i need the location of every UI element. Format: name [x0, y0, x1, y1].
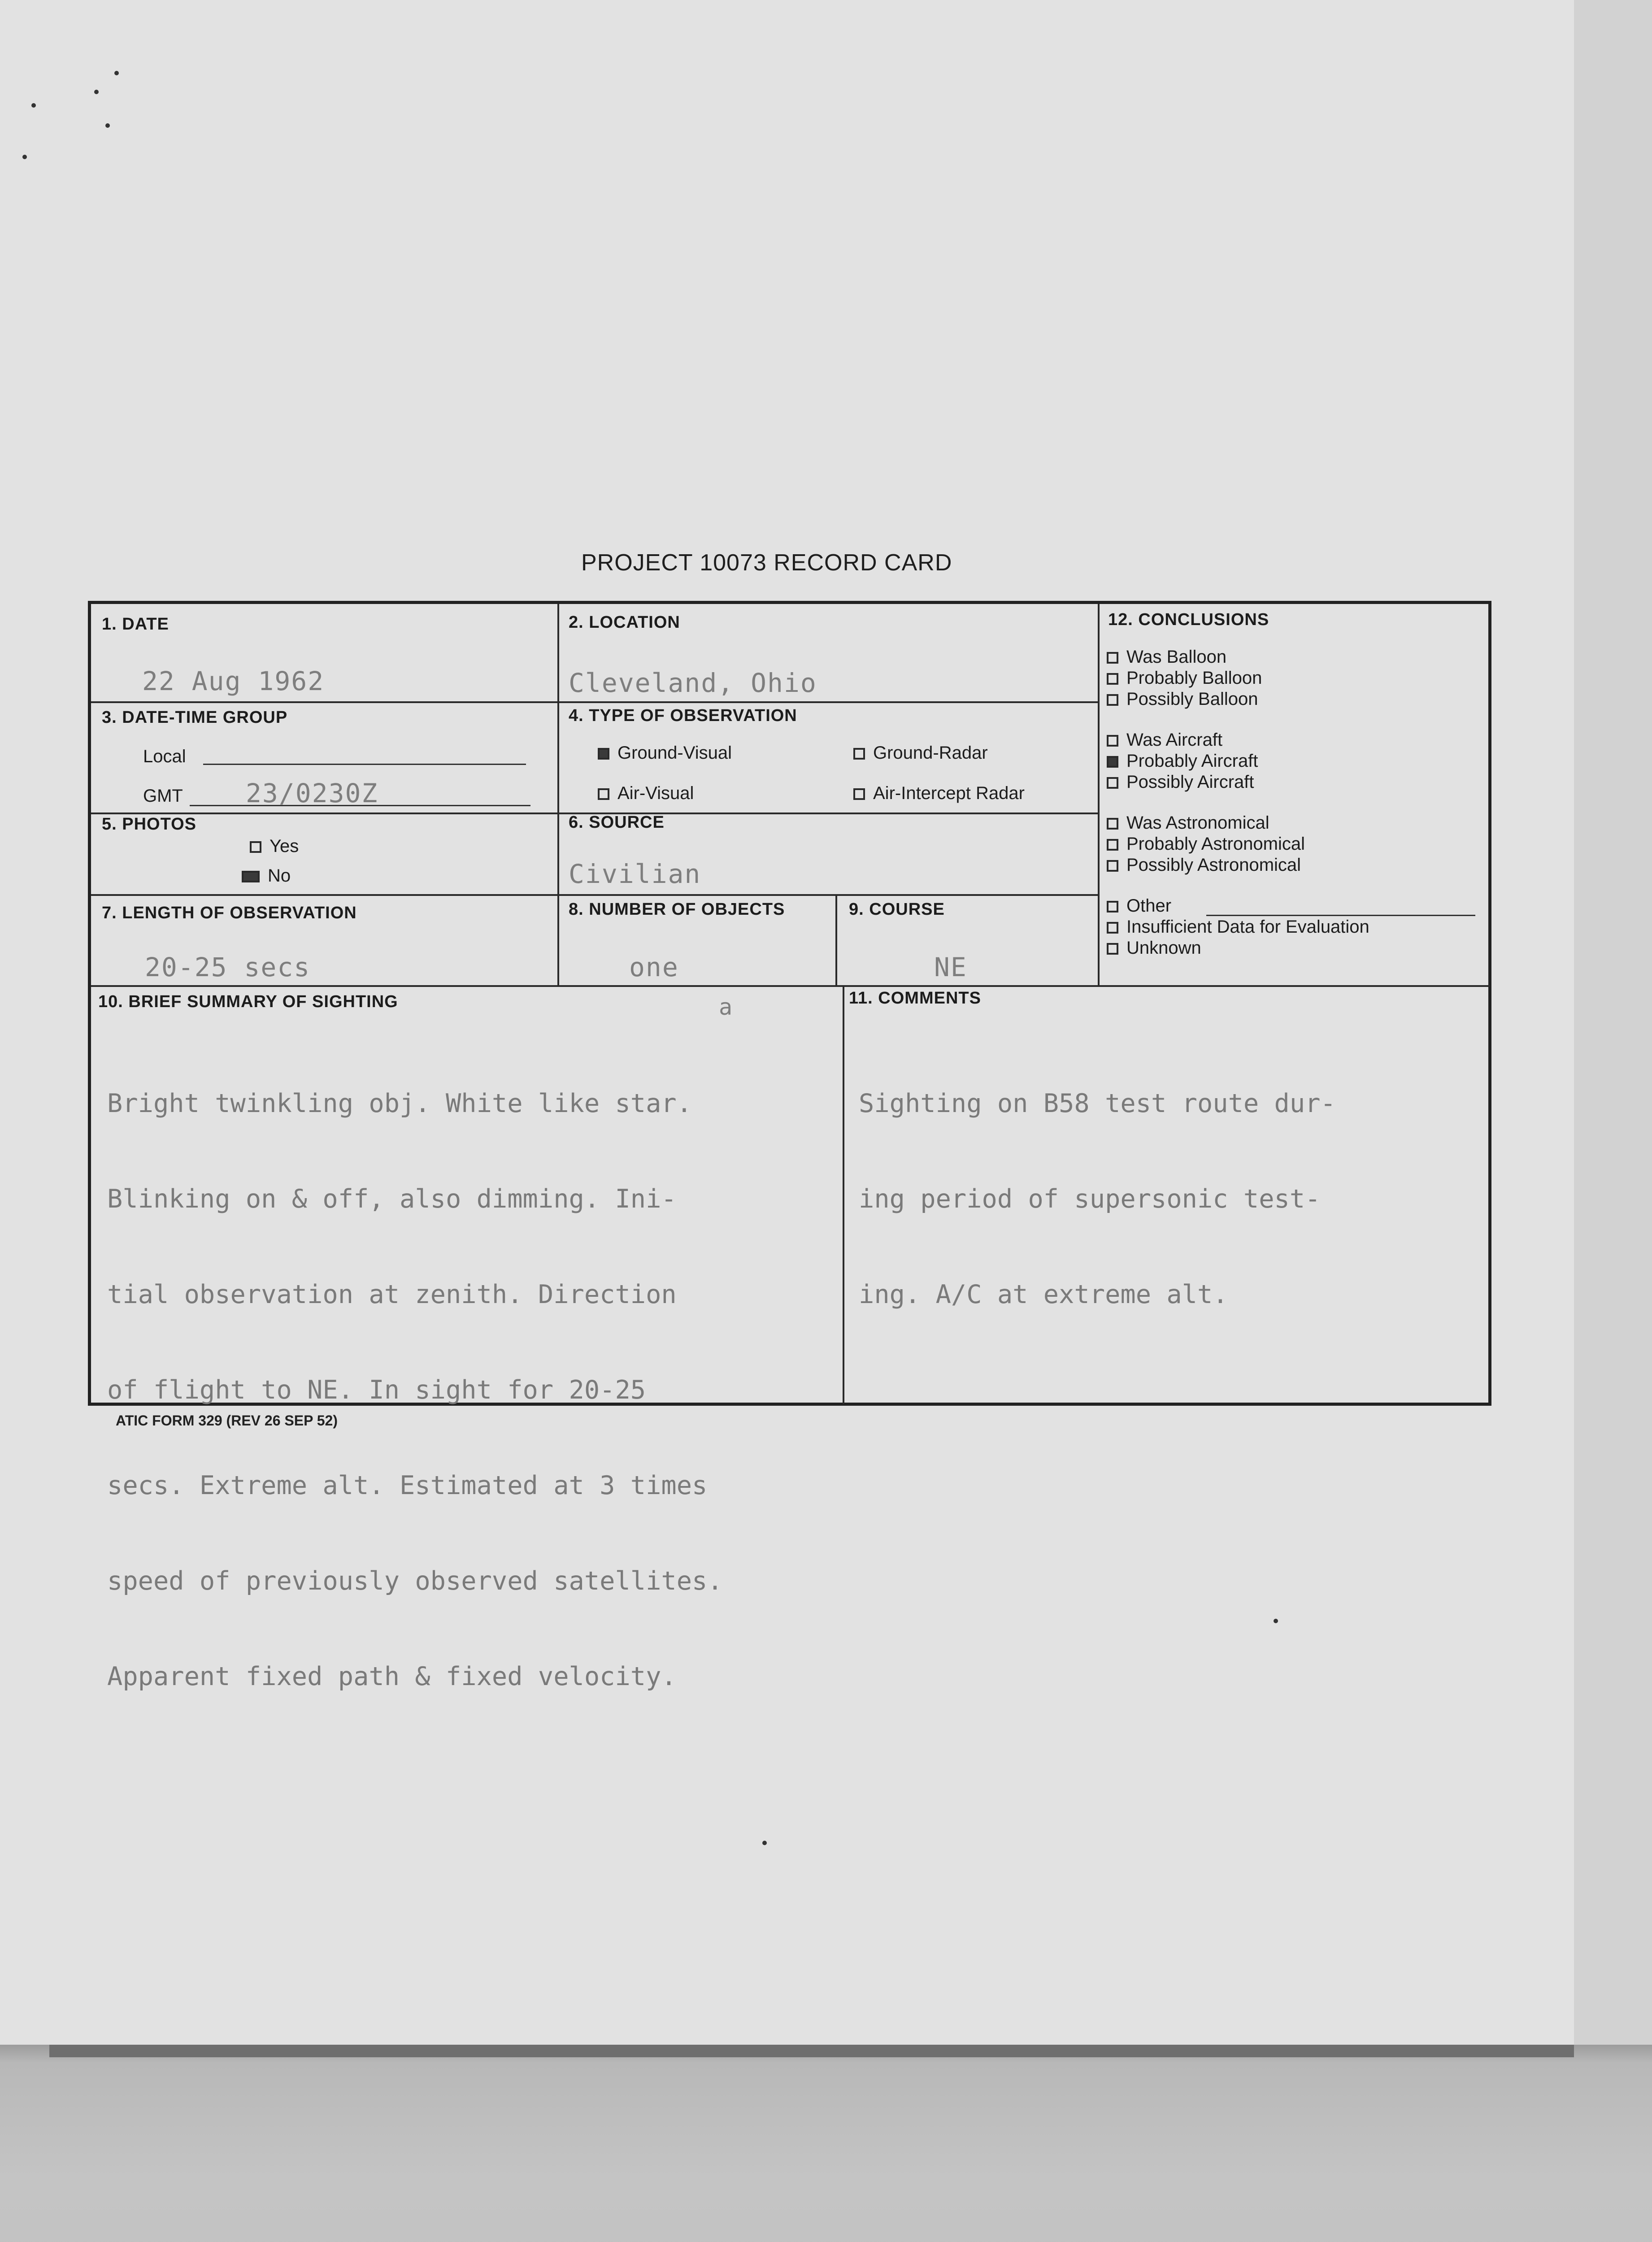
col-divider	[1098, 604, 1100, 985]
air-intercept-radar-checkbox	[853, 788, 865, 800]
conclusion-checkbox	[1107, 901, 1118, 912]
conclusion-checkbox	[1107, 922, 1118, 934]
conclusion-checkbox	[1107, 694, 1118, 706]
conclusion-checkbox	[1107, 735, 1118, 747]
number-of-objects-label: 8. NUMBER OF OBJECTS	[569, 900, 785, 919]
conclusion-probably-aircraft: Probably Aircraft	[1107, 751, 1258, 771]
speck	[1274, 1619, 1278, 1623]
summary-line: Blinking on & off, also dimming. Ini-	[107, 1184, 677, 1214]
date-value: 22 Aug 1962	[142, 666, 325, 696]
ground-radar-option: Ground-Radar	[853, 743, 988, 763]
summary-line: speed of previously observed satellites.	[107, 1566, 723, 1596]
summary-line: of flight to NE. In sight for 20-25	[107, 1375, 646, 1405]
length-of-observation-label: 7. LENGTH OF OBSERVATION	[102, 904, 357, 922]
location-value: Cleveland, Ohio	[569, 668, 817, 698]
source-value: Civilian	[569, 859, 701, 889]
summary-insert-mark: a	[719, 994, 734, 1020]
photos-yes-option: Yes	[250, 836, 299, 856]
conclusion-checkbox	[1107, 652, 1118, 664]
summary-label: 10. BRIEF SUMMARY OF SIGHTING	[98, 992, 398, 1011]
comments-line: Sighting on B58 test route dur-	[859, 1089, 1336, 1118]
speck	[94, 90, 99, 94]
ground-visual-checkbox	[598, 748, 609, 760]
col-divider	[843, 985, 844, 1404]
number-of-objects-value: one	[629, 952, 679, 982]
conclusion-checkbox	[1107, 839, 1118, 851]
air-visual-option: Air-Visual	[598, 783, 694, 804]
photos-label: 5. PHOTOS	[102, 815, 197, 834]
conclusion-probably-astronomical: Probably Astronomical	[1107, 834, 1305, 854]
conclusion-other: Other	[1107, 896, 1171, 916]
air-intercept-radar-option: Air-Intercept Radar	[853, 783, 1025, 804]
type-of-observation-label: 4. TYPE OF OBSERVATION	[569, 706, 797, 725]
col-divider	[557, 604, 559, 985]
conclusion-checkbox	[1107, 756, 1118, 768]
row-divider	[91, 985, 1490, 987]
date-time-group-label: 3. DATE-TIME GROUP	[102, 708, 288, 727]
conclusion-probably-balloon: Probably Balloon	[1107, 668, 1262, 688]
col-divider	[835, 894, 837, 985]
location-label: 2. LOCATION	[569, 613, 680, 632]
card-title: PROJECT 10073 RECORD CARD	[581, 550, 952, 576]
photos-yes-checkbox	[250, 841, 261, 853]
conclusion-was-aircraft: Was Aircraft	[1107, 730, 1222, 750]
other-underline	[1206, 915, 1475, 916]
conclusion-possibly-aircraft: Possibly Aircraft	[1107, 772, 1254, 792]
ground-radar-checkbox	[853, 748, 865, 760]
row-divider	[91, 894, 1098, 896]
conclusion-unknown: Unknown	[1107, 938, 1201, 958]
form-footer: ATIC FORM 329 (REV 26 SEP 52)	[116, 1412, 338, 1429]
length-of-observation-value: 20-25 secs	[145, 952, 311, 982]
speck	[105, 123, 110, 128]
source-label: 6. SOURCE	[569, 813, 665, 832]
summary-line: secs. Extreme alt. Estimated at 3 times	[107, 1471, 708, 1500]
speck	[31, 103, 36, 108]
row-divider	[91, 701, 1098, 703]
conclusion-checkbox	[1107, 818, 1118, 830]
conclusion-possibly-astronomical: Possibly Astronomical	[1107, 855, 1301, 875]
date-label: 1. DATE	[102, 615, 169, 634]
local-underline	[203, 764, 526, 765]
photos-no-checkbox	[242, 871, 260, 882]
photos-no-option: No	[242, 866, 291, 886]
conclusion-checkbox	[1107, 860, 1118, 872]
course-label: 9. COURSE	[849, 900, 945, 919]
comments-line: ing. A/C at extreme alt.	[859, 1280, 1228, 1309]
summary-line: Bright twinkling obj. White like star.	[107, 1089, 692, 1118]
summary-text	[107, 1024, 723, 1756]
course-value: NE	[934, 952, 967, 982]
comments-text	[859, 1024, 1336, 1374]
background-surface	[0, 2045, 1652, 2242]
air-visual-checkbox	[598, 788, 609, 800]
page-bottom-edge	[49, 2045, 1574, 2057]
page-edge	[1574, 0, 1652, 2063]
summary-line: Apparent fixed path & fixed velocity.	[107, 1662, 677, 1691]
conclusion-insufficient-data: Insufficient Data for Evaluation	[1107, 917, 1369, 937]
conclusion-was-astronomical: Was Astronomical	[1107, 813, 1269, 833]
speck	[114, 71, 119, 75]
speck	[762, 1841, 767, 1845]
conclusion-checkbox	[1107, 673, 1118, 685]
gmt-value: 23/0230Z	[246, 778, 378, 808]
local-label: Local	[143, 747, 186, 766]
summary-line: tial observation at zenith. Direction	[107, 1280, 677, 1309]
comments-line: ing period of supersonic test-	[859, 1184, 1321, 1214]
conclusion-checkbox	[1107, 943, 1118, 955]
conclusion-checkbox	[1107, 777, 1118, 789]
gmt-label: GMT	[143, 786, 183, 806]
gmt-underline	[190, 805, 530, 806]
comments-label: 11. COMMENTS	[849, 989, 981, 1008]
conclusions-label: 12. CONCLUSIONS	[1108, 610, 1269, 629]
conclusion-possibly-balloon: Possibly Balloon	[1107, 689, 1258, 709]
speck	[22, 155, 27, 159]
ground-visual-option: Ground-Visual	[598, 743, 732, 763]
conclusion-was-balloon: Was Balloon	[1107, 647, 1226, 667]
